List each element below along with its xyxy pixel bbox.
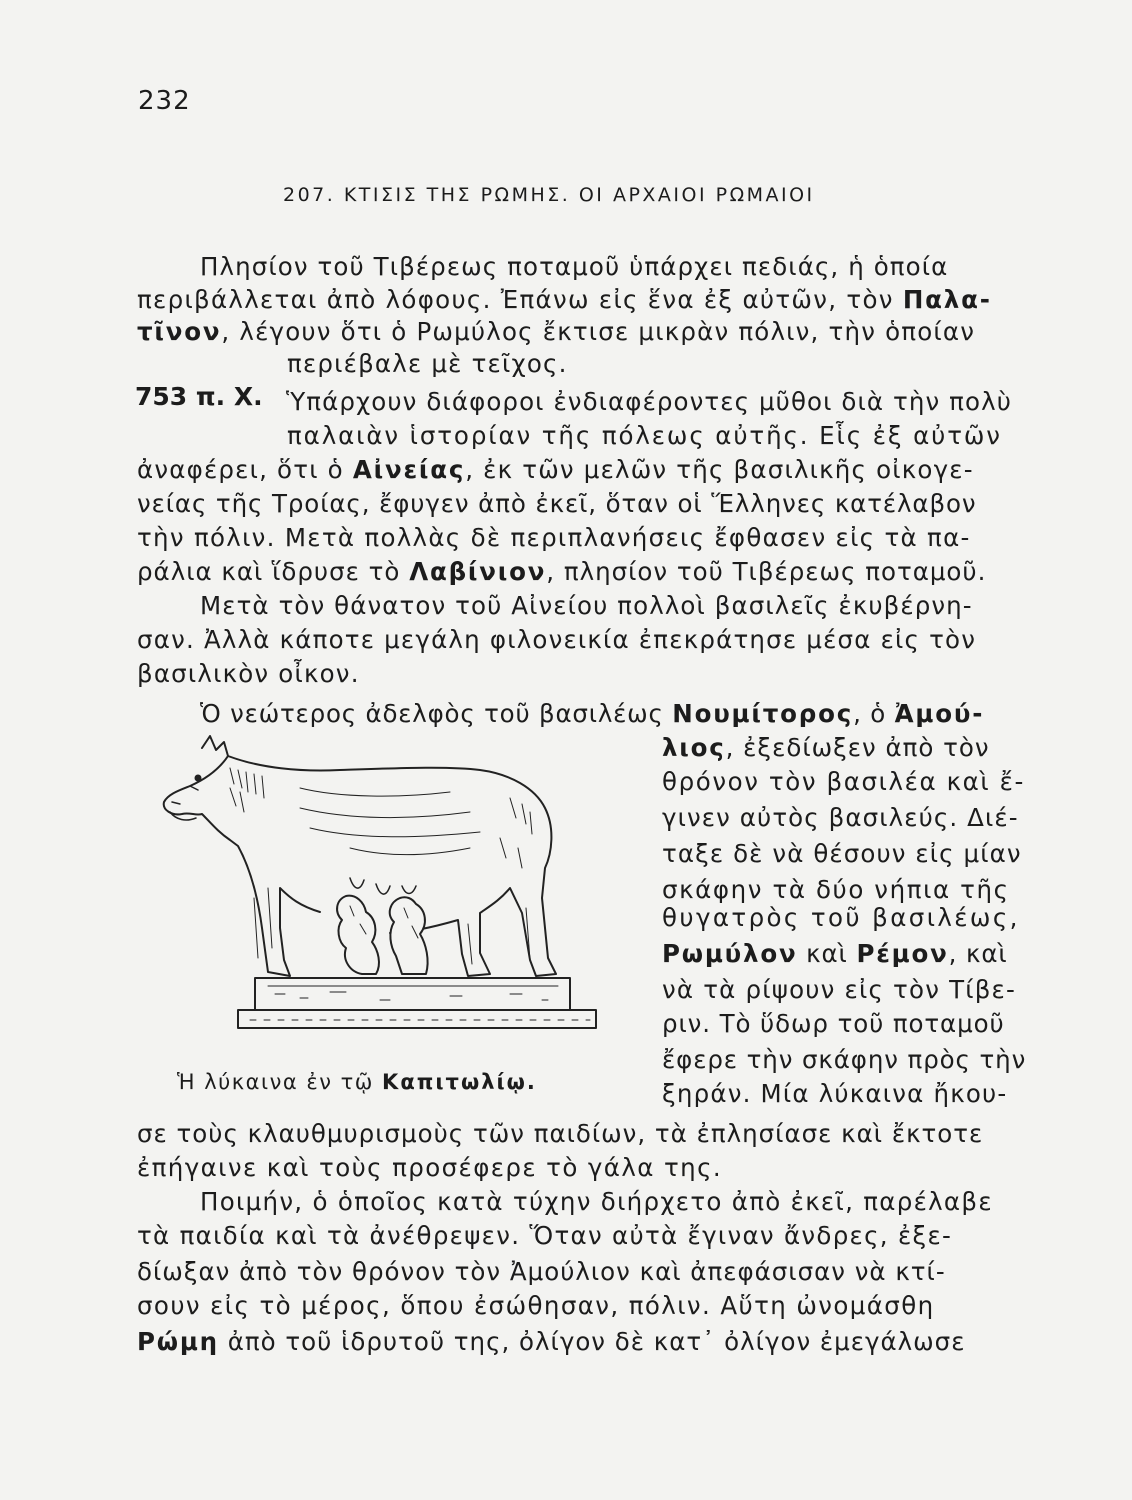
paragraph-line: θρόνον τὸν βασιλέα καὶ ἔ- <box>662 767 1025 796</box>
paragraph-line: σκάφην τὰ δύο νήπια τῆς <box>662 875 1010 904</box>
paragraph-line: ἐπήγαινε καὶ τοὺς προσέφερε τὸ γάλα της. <box>137 1153 723 1182</box>
paragraph-line: σε τοὺς κλαυθμυρισμοὺς τῶν παιδίων, τὰ ἐπλησίασε καὶ ἔκτοτε <box>137 1119 984 1148</box>
paragraph-line: Ποιμήν, ὁ ὁποῖος κατὰ τύχην διήρχετο ἀπὸ ἐκεῖ, παρέλαβε <box>200 1187 993 1216</box>
paragraph-line: λιος, ἐξεδίωξεν ἀπὸ τὸν <box>662 733 990 762</box>
paragraph-line: τὰ παιδία καὶ τὰ ἀνέθρεψεν. Ὅταν αὐτὰ ἔγιναν ἄνδρες, ἐξε- <box>137 1221 953 1250</box>
chapter-title: 207. ΚΤΙΣΙΣ ΤΗΣ ΡΩΜΗΣ. ΟΙ ΑΡΧΑΙΟΙ ΡΩΜΑΙΟΙ <box>283 184 815 206</box>
paragraph-line: γινεν αὐτὸς βασιλεύς. Διέ- <box>662 803 1019 832</box>
figure-wolf-statue <box>150 728 610 1048</box>
paragraph-line: νὰ τὰ ρίψουν εἰς τὸν Τίβε- <box>662 975 1017 1004</box>
paragraph-line: τῖνον, λέγουν ὅτι ὁ Ρωμύλος ἔκτισε μικρὰν πόλιν, τὴν ὁποίαν <box>137 317 976 346</box>
figure-caption: Ἡ λύκαινα ἐν τῷ Καπιτωλίῳ. <box>177 1070 537 1094</box>
paragraph-line: Ρωμύλον καὶ Ρέμον, καὶ <box>662 939 1008 968</box>
paragraph-line: τὴν πόλιν. Μετὰ πολλὰς δὲ περιπλανήσεις ἔφθασεν εἰς τὰ πα- <box>137 523 971 552</box>
margin-date: 753 π. Χ. <box>135 382 263 411</box>
paragraph-line: νείας τῆς Τροίας, ἔφυγεν ἀπὸ ἐκεῖ, ὅταν οἱ Ἕλληνες κατέλαβον <box>137 489 977 518</box>
paragraph-line: βασιλικὸν οἶκον. <box>137 659 360 688</box>
paragraph-line: σουν εἰς τὸ μέρος, ὅπου ἐσώθησαν, πόλιν. Αὕτη ὠνομάσθη <box>137 1291 935 1320</box>
paragraph-line: ἔφερε τὴν σκάφην πρὸς τὴν <box>662 1045 1027 1074</box>
paragraph-line: ξηράν. Μία λύκαινα ἤκου- <box>662 1079 1008 1108</box>
paragraph-line: Πλησίον τοῦ Τιβέρεως ποταμοῦ ὑπάρχει πεδιάς, ἡ ὁποία <box>200 252 949 281</box>
paragraph-line: δίωξαν ἀπὸ τὸν θρόνον τὸν Ἀμούλιον καὶ ἀπεφάσισαν νὰ κτί- <box>137 1257 946 1286</box>
she-wolf-illustration <box>150 728 610 1048</box>
paragraph-line: σαν. Ἀλλὰ κάποτε μεγάλη φιλονεικία ἐπεκράτησε μέσα εἰς τὸν <box>137 625 977 654</box>
paragraph-line: περιέβαλε μὲ τεῖχος. <box>287 349 568 378</box>
paragraph-line: Ὁ νεώτερος ἀδελφὸς τοῦ βασιλέως Νουμίτορος, ὁ Ἀμού- <box>200 699 985 728</box>
paragraph-line: παλαιὰν ἱστορίαν τῆς πόλεως αὐτῆς. Εἷς ἐξ αὐτῶν <box>287 421 1002 450</box>
paragraph-line: θυγατρὸς τοῦ βασιλέως, <box>662 903 1020 932</box>
paragraph-line: ριν. Τὸ ὕδωρ τοῦ ποταμοῦ <box>662 1009 1005 1038</box>
paragraph-line: ταξε δὲ νὰ θέσουν εἰς μίαν <box>662 839 1022 868</box>
paragraph-line: ράλια καὶ ἵδρυσε τὸ Λαβίνιον, πλησίον τοῦ Τιβέρεως ποταμοῦ. <box>137 557 987 586</box>
page-number: 232 <box>138 86 191 116</box>
paragraph-line: ἀναφέρει, ὅτι ὁ Αἰνείας, ἐκ τῶν μελῶν τῆς βασιλικῆς οἰκογε- <box>137 455 974 484</box>
paragraph-line: περιβάλλεται ἀπὸ λόφους. Ἐπάνω εἰς ἕνα ἐξ αὐτῶν, τὸν Παλα- <box>137 285 992 314</box>
paragraph-line: Μετὰ τὸν θάνατον τοῦ Αἰνείου πολλοὶ βασιλεῖς ἐκυβέρνη- <box>200 591 973 620</box>
paragraph-line: Ρώμη ἀπὸ τοῦ ἱδρυτοῦ της, ὀλίγον δὲ κατ᾽ ὀλίγον ἐμεγάλωσε <box>137 1327 966 1356</box>
paragraph-line: Ὑπάρχουν διάφοροι ἐνδιαφέροντες μῦθοι διὰ τὴν πολὺ <box>286 387 1012 416</box>
